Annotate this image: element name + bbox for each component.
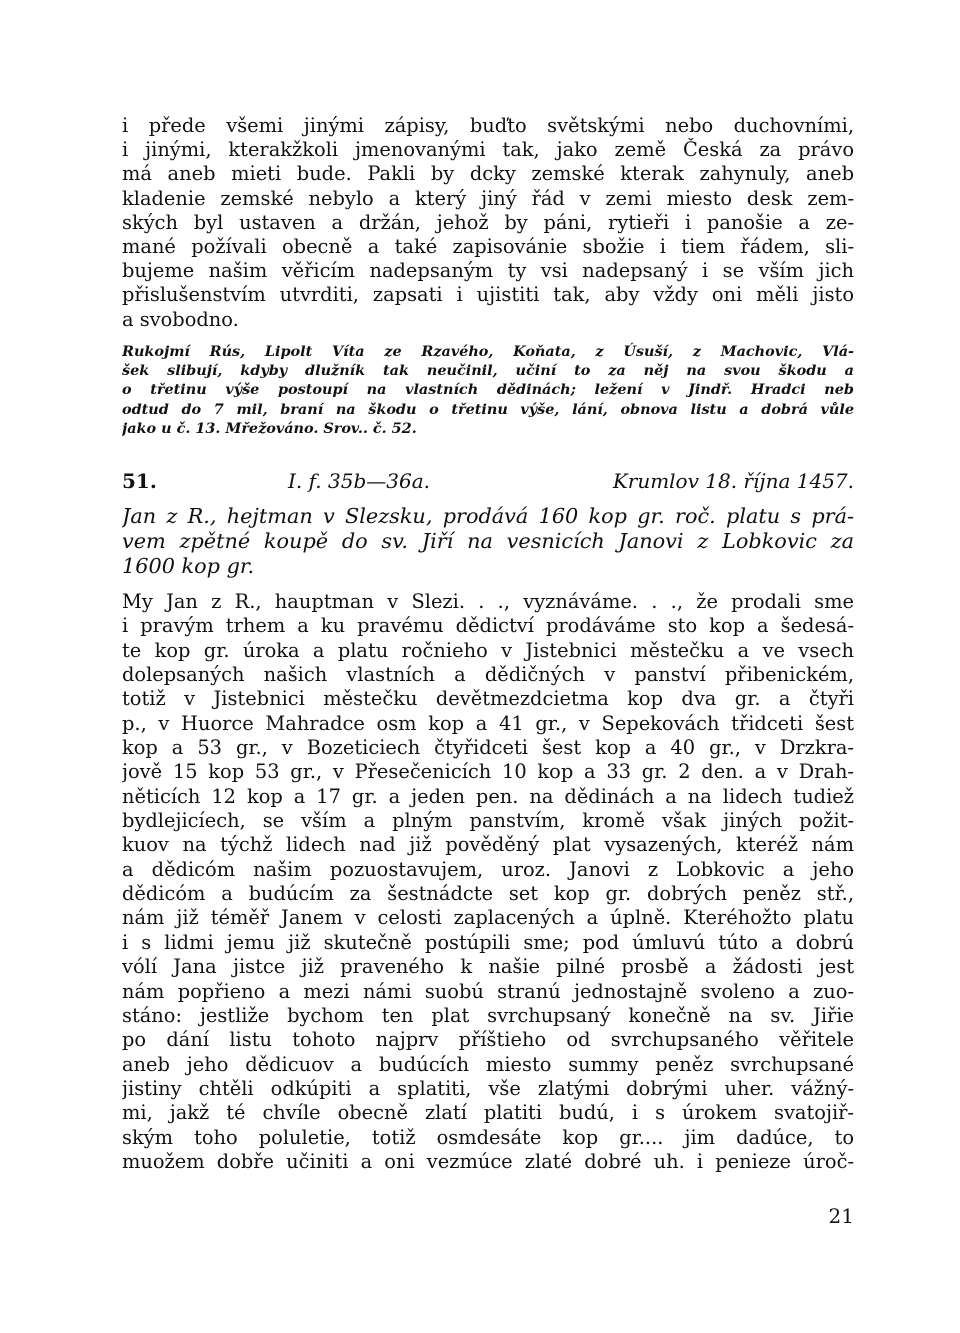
note-line: šek slibují, kdyby dlužník tak neučinil, učiní to za něj na svou škodu a xyxy=(122,362,854,380)
text-line: muožem dobře učiniti a oni vezmúce zlaté dobré uh. i penieze úroč- xyxy=(122,1149,854,1173)
intro-paragraph xyxy=(122,114,854,332)
text-line: něticích 12 kop a 17 gr. a jeden pen. na dědinách a na lidech tudiež xyxy=(122,784,854,808)
text-line: i pravým trhem a ku pravému dědictví prodáváme sto kop a šedesá- xyxy=(122,614,854,638)
text-line: dědicóm a budúcím za šestnádcte set kop gr. dobrých peněz stř., xyxy=(122,882,854,906)
text-line: nám již téměř Janem v celosti zaplacených a úplně. Kteréhožto platu xyxy=(122,906,854,930)
text-line: bydlejicíech, se vším a plným panstvím, kromě však jiných požit- xyxy=(122,809,854,833)
text-line: My Jan z R., hauptman v Slezi. . ., vyznáváme. . ., že prodali sme xyxy=(122,590,854,613)
note-line: jako u č. 13. Mřežováno. Srov.. č. 52. xyxy=(122,419,417,437)
text-line: kladenie zemské nebylo a který jiný řád v zemi miesto desk zem- xyxy=(122,186,854,210)
text-line: a dědicóm našim pozuostavujem, uroz. Janovi z Lobkovic a jeho xyxy=(122,857,854,881)
text-line: jově 15 kop 53 gr., v Přesečenicích 10 kop a 33 gr. 2 den. a v Drah- xyxy=(122,760,854,784)
charter-number: 51. xyxy=(122,469,157,493)
page-number: 21 xyxy=(828,1204,854,1228)
text-line: i jinými, kterakžkoli jmenovanými tak, jako země Česká za právo xyxy=(122,138,854,162)
text-line: totiž v Jistebnici městečku devětmezdcietma kop dva gr. a čtyři xyxy=(122,687,854,711)
text-line: vólí Jana jistce již praveného k našie pilné prosbě a žádosti jest xyxy=(122,955,854,979)
text-line: aneb jeho dědicuov a budúcích miesto summy peněz svrchupsané xyxy=(122,1052,854,1076)
text-line: ských byl ustaven a držán, jehož by páni, rytieři i panošie a ze- xyxy=(122,210,854,234)
charter-text xyxy=(122,590,854,1174)
text-line: mané požívali obecně a také zapisovánie sbožie i tiem řádem, sli- xyxy=(122,235,854,259)
text-line: mi, jakž té chvíle obecně zlatí platiti budú, i s úrokem svatojiř- xyxy=(122,1101,854,1125)
regest-line: vem zpětné koupě do sv. Jiří na vesnicích Janovi z Lobkovic za xyxy=(122,529,854,554)
text-line: a svobodno. xyxy=(122,307,239,331)
text-line: bujeme našim věřicím nadepsaným ty vsi nadepsaný i se vším jich xyxy=(122,259,854,283)
regest-line: 1600 kop gr. xyxy=(122,554,255,579)
place-and-date: Krumlov 18. října 1457. xyxy=(612,469,854,493)
text-line: i přede všemi jinými zápisy, buďto světskými nebo duchovními, xyxy=(122,114,854,137)
folio-reference: I. f. 35b—36a. xyxy=(288,469,431,493)
charter-heading xyxy=(122,468,854,494)
text-line: přislušenstvím utvrditi, zapsati i ujistiti tak, aby vždy oni měli jisto xyxy=(122,283,854,307)
note-line: odtud do 7 mil, braní na škodu o třetinu výše, lání, obnova listu a dobrá vůle xyxy=(122,400,854,418)
text-line: nám popřieno a mezi námi suobú stranú jednostajně svoleno a zuo- xyxy=(122,979,854,1003)
regest-line: Jan z R., hejtman v Slezsku, prodává 160 kop gr. roč. platu s prá- xyxy=(122,504,854,528)
footnote-paragraph xyxy=(122,342,854,438)
regest-summary xyxy=(122,504,854,580)
note-line: Rukojmí Rús, Lipolt Víta ze Rzavého, Koňata, z Úsuší, z Machovic, Vlá- xyxy=(122,343,854,360)
note-line: o třetinu výše postoupí na vlastních dědinách; ležení v Jindř. Hradci neb xyxy=(122,381,854,399)
text-line: dolepsaných našich vlastních a dědičných v panství přibenickém, xyxy=(122,663,854,687)
text-line: jistiny chtěli odkúpiti a splatiti, vše zlatými dobrými uher. vážný- xyxy=(122,1076,854,1100)
text-line: po dání listu tohoto najprv příštieho od svrchupsaného věřitele xyxy=(122,1028,854,1052)
text-line: má aneb mieti bude. Pakli by dcky zemské kterak zahynuly, aneb xyxy=(122,162,854,186)
text-line: kop a 53 gr., v Bozeticiech čtyřidceti šest kop a 40 gr., v Drzkra- xyxy=(122,736,854,760)
text-line: p., v Huorce Mahradce osm kop a 41 gr., v Sepekovách třidceti šest xyxy=(122,711,854,735)
text-line: ským toho poluletie, totiž osmdesáte kop gr.... jim dadúce, to xyxy=(122,1125,854,1149)
text-line: kuov na týchž lidech nad již pověděný plat vysazených, kteréž nám xyxy=(122,833,854,857)
text-line: i s lidmi jemu již skutečně postúpili sme; pod úmluvú túto a dobrú xyxy=(122,930,854,954)
text-line: stáno: jestliže bychom ten plat svrchupsaný konečně na sv. Jiřie xyxy=(122,1003,854,1027)
text-line: te kop gr. úroka a platu ročnieho v Jistebnici městečku a ve vsech xyxy=(122,638,854,662)
